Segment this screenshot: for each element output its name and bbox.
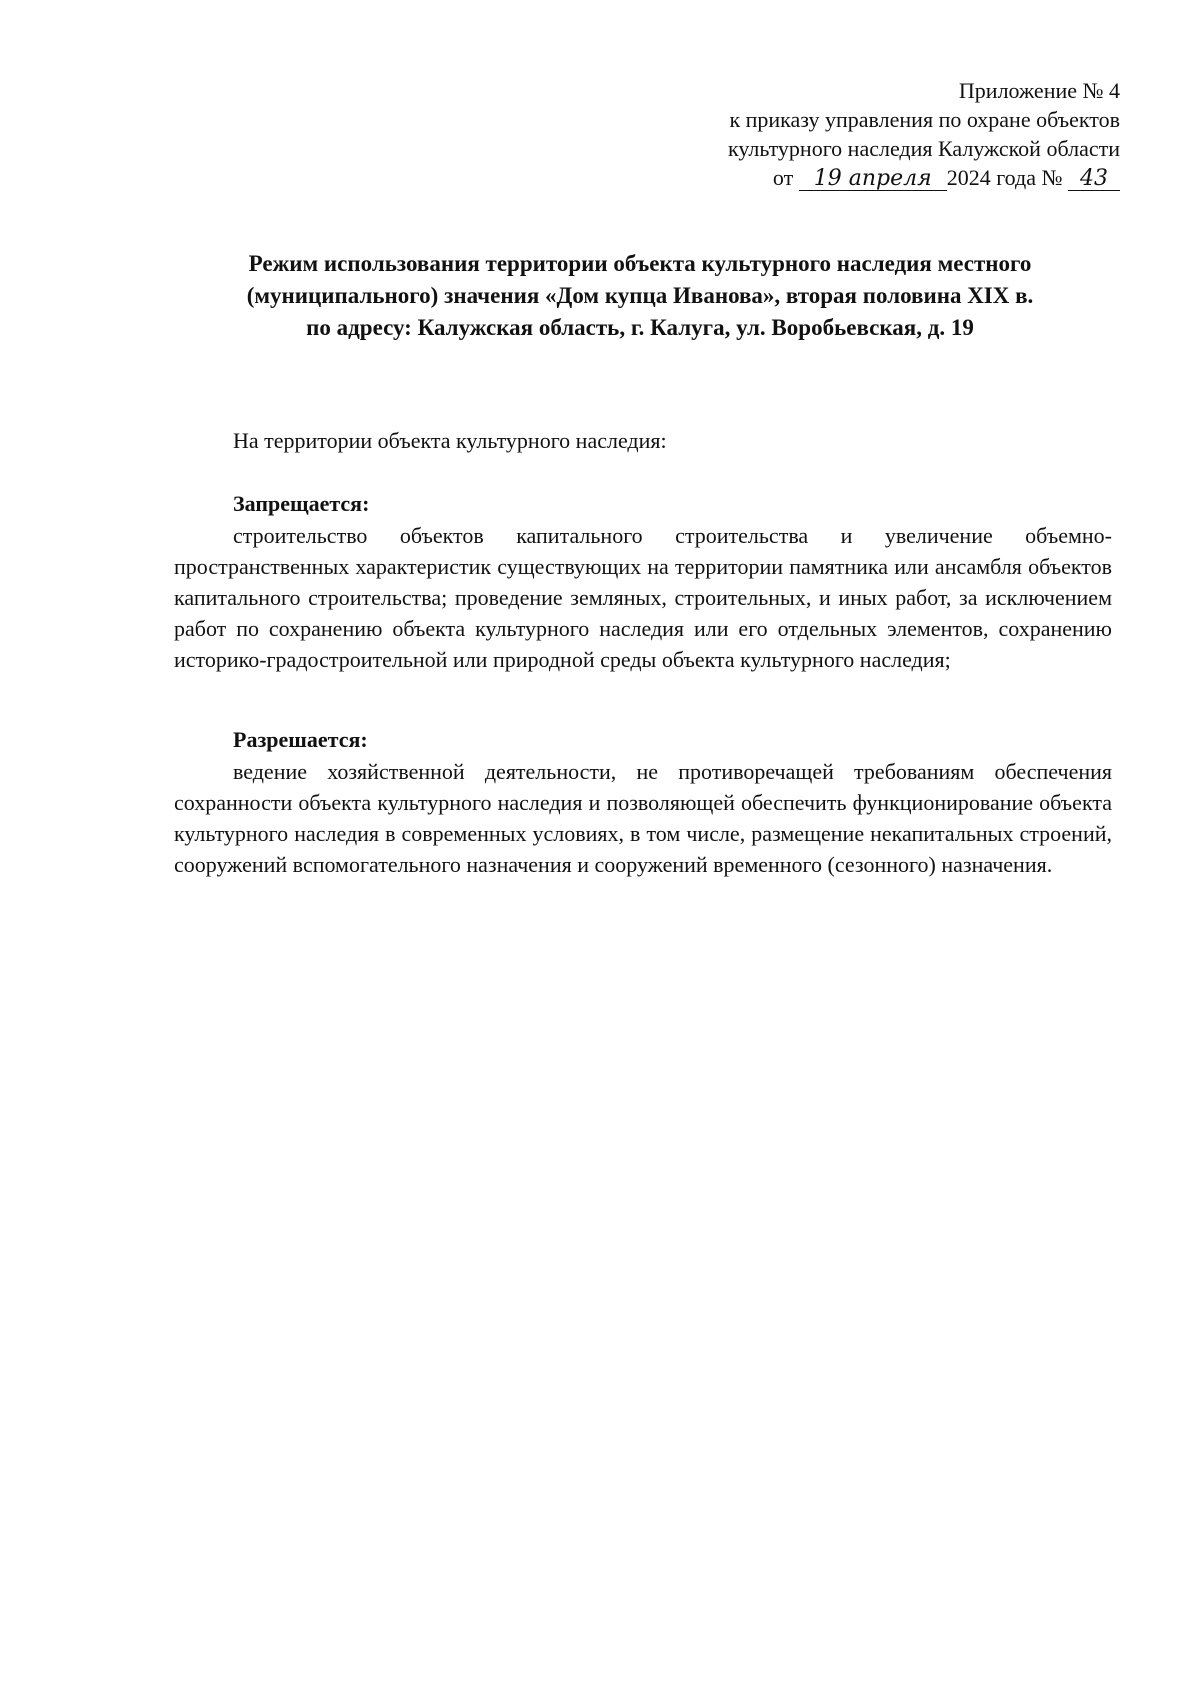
- prohibited-heading: Запрещается:: [233, 491, 370, 516]
- permitted-heading: Разрешается:: [233, 727, 368, 752]
- date-prefix: от: [772, 165, 794, 190]
- appendix-number: Приложение № 4: [958, 78, 1120, 103]
- appendix-header: [728, 76, 1120, 192]
- intro-paragraph: На территории объекта культурного наследия:: [233, 428, 667, 453]
- handwritten-date: 19 апреля: [799, 168, 947, 191]
- title-line-3: по адресу: Калужская область, г. Калуга, ул. Воробьевская, д. 19: [306, 315, 974, 340]
- prohibited-paragraph: строительство объектов капитального строительства и увеличение объемно-пространственных характеристик существующих на территории памятника или ансамбля объектов капитального строительства; проведение земляных, строительных, и иных работ, за исключением работ по сохранению объекта культурного наследия или его отдельных элементов, сохранению историко-градостроительной или природной среды объекта культурного наследия;: [174, 523, 1112, 672]
- appendix-authority: культурного наследия Калужской области: [728, 136, 1120, 161]
- title-line-1: Режим использования территории объекта культурного наследия местного: [248, 251, 1032, 276]
- appendix-order-reference: к приказу управления по охране объектов: [729, 107, 1120, 132]
- appendix-date-line: [728, 163, 1120, 192]
- handwritten-order-number: 43: [1068, 168, 1120, 191]
- permitted-paragraph: ведение хозяйственной деятельности, не противоречащей требованиям обеспечения сохранности объекта культурного наследия и позволяющей обеспечить функционирование объекта культурного наследия в современных условиях, в том числе, размещение некапитальных строений, сооружений вспомогательного назначения и сооружений временного (сезонного) назначения.: [174, 759, 1112, 877]
- title-line-2: (муниципального) значения «Дом купца Иванова», вторая половина XIX в.: [246, 283, 1034, 308]
- year-and-number-label: 2024 года №: [946, 165, 1063, 190]
- document-title: [170, 248, 1110, 344]
